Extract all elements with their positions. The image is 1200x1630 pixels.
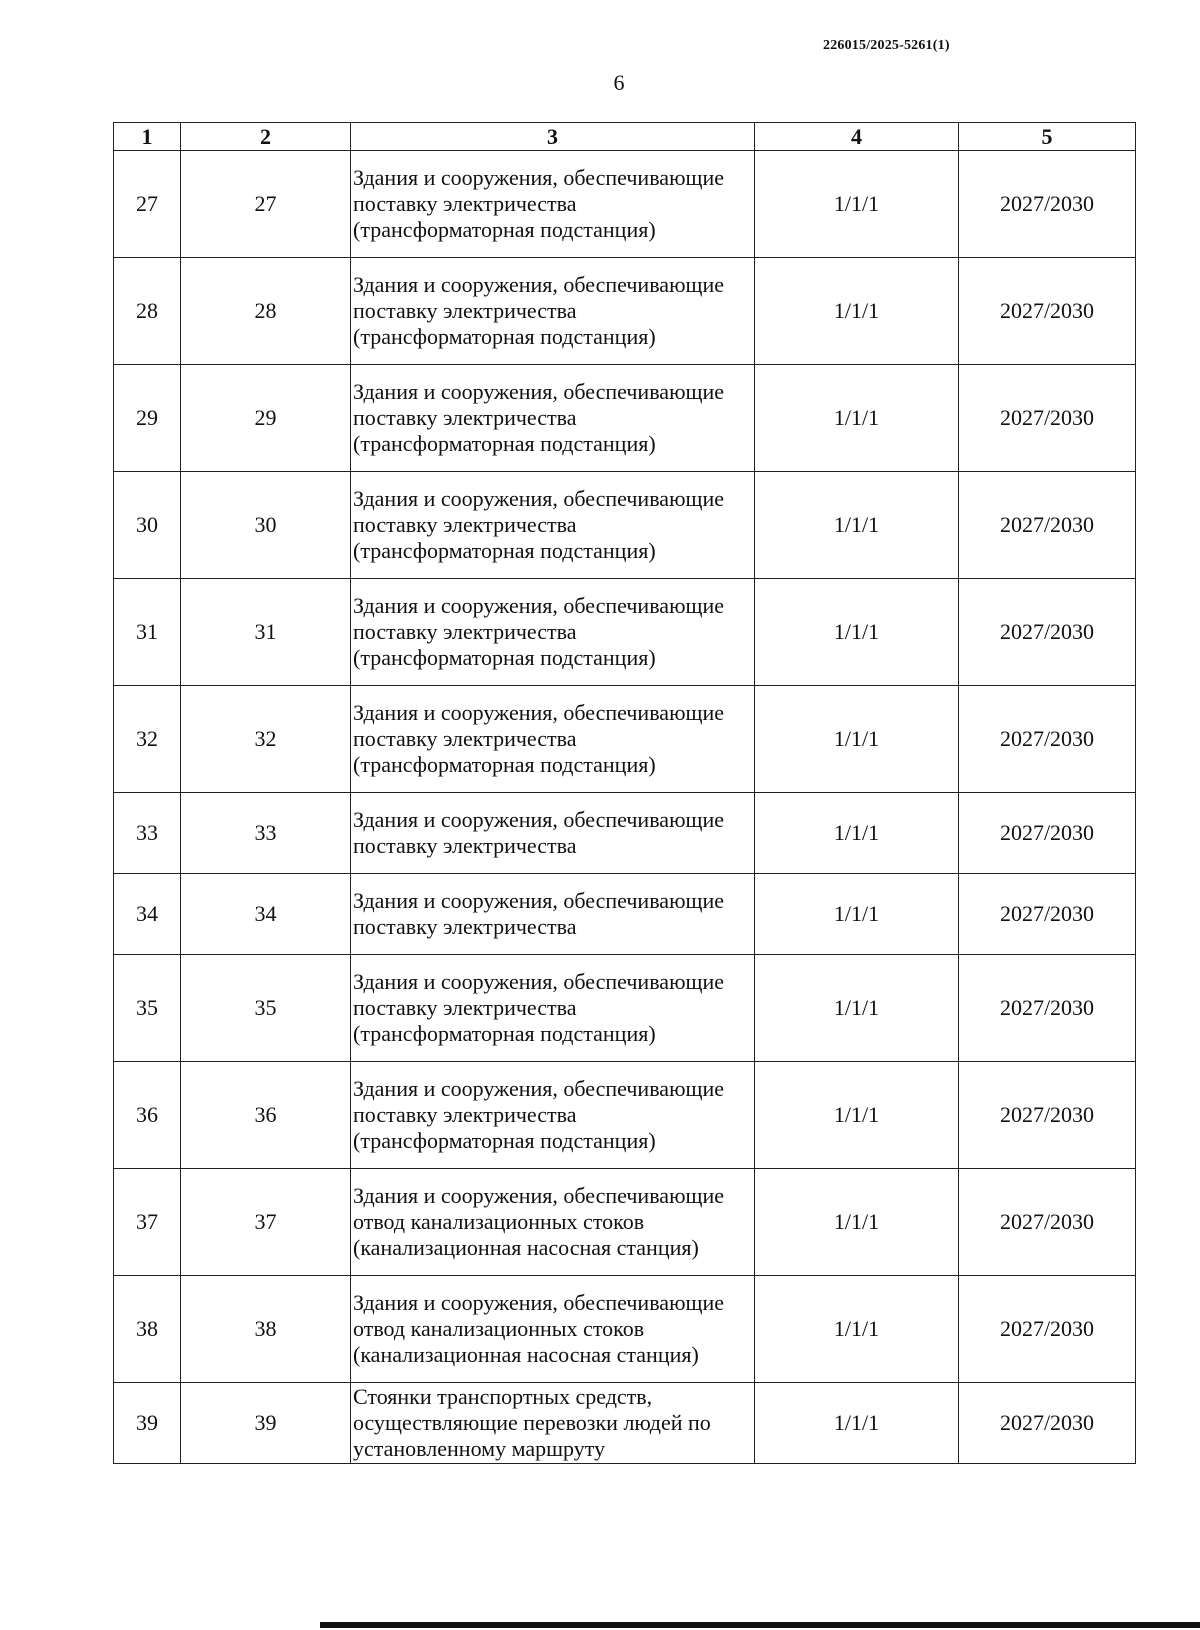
cell-years: 2027/2030 bbox=[959, 874, 1136, 955]
table-row bbox=[114, 1276, 1136, 1383]
cell-col2: 35 bbox=[181, 955, 351, 1062]
cell-col4: 1/1/1 bbox=[755, 1383, 959, 1464]
cell-col2: 31 bbox=[181, 579, 351, 686]
table-row bbox=[114, 793, 1136, 874]
cell-description: Здания и сооружения, обеспечивающие поставку электричества (трансформаторная подстанция) bbox=[351, 686, 755, 793]
table-row bbox=[114, 955, 1136, 1062]
cell-years: 2027/2030 bbox=[959, 686, 1136, 793]
cell-col2: 29 bbox=[181, 365, 351, 472]
cell-col2: 32 bbox=[181, 686, 351, 793]
cell-years: 2027/2030 bbox=[959, 955, 1136, 1062]
cell-description: Здания и сооружения, обеспечивающие поставку электричества (трансформаторная подстанция) bbox=[351, 365, 755, 472]
table-header-row bbox=[114, 123, 1136, 151]
cell-col4: 1/1/1 bbox=[755, 258, 959, 365]
cell-col4: 1/1/1 bbox=[755, 874, 959, 955]
cell-years: 2027/2030 bbox=[959, 1383, 1136, 1464]
page-number: 6 bbox=[613, 70, 625, 95]
cell-col1: 35 bbox=[114, 955, 181, 1062]
table-row bbox=[114, 1383, 1136, 1464]
cell-years: 2027/2030 bbox=[959, 151, 1136, 258]
cell-description: Здания и сооружения, обеспечивающие поставку электричества bbox=[351, 874, 755, 955]
cell-col1: 39 bbox=[114, 1383, 181, 1464]
cell-col4: 1/1/1 bbox=[755, 472, 959, 579]
column-header-5: 5 bbox=[959, 123, 1136, 151]
cell-description: Стоянки транспортных средств, осуществляющие перевозки людей по установленному маршруту bbox=[351, 1383, 755, 1464]
cell-col1: 36 bbox=[114, 1062, 181, 1169]
cell-col1: 29 bbox=[114, 365, 181, 472]
table-row bbox=[114, 258, 1136, 365]
cell-description: Здания и сооружения, обеспечивающие поставку электричества (трансформаторная подстанция) bbox=[351, 472, 755, 579]
cell-col2: 33 bbox=[181, 793, 351, 874]
cell-years: 2027/2030 bbox=[959, 1169, 1136, 1276]
cell-description: Здания и сооружения, обеспечивающие отвод канализационных стоков (канализационная насосная станция) bbox=[351, 1276, 755, 1383]
column-header-2: 2 bbox=[181, 123, 351, 151]
cell-col1: 38 bbox=[114, 1276, 181, 1383]
cell-col2: 39 bbox=[181, 1383, 351, 1464]
cell-col2: 38 bbox=[181, 1276, 351, 1383]
table-row bbox=[114, 472, 1136, 579]
column-header-3: 3 bbox=[351, 123, 755, 151]
cell-col1: 28 bbox=[114, 258, 181, 365]
cell-col1: 32 bbox=[114, 686, 181, 793]
cell-description: Здания и сооружения, обеспечивающие поставку электричества (трансформаторная подстанция) bbox=[351, 955, 755, 1062]
cell-col1: 37 bbox=[114, 1169, 181, 1276]
cell-col4: 1/1/1 bbox=[755, 793, 959, 874]
table-row bbox=[114, 874, 1136, 955]
cell-years: 2027/2030 bbox=[959, 472, 1136, 579]
table-row bbox=[114, 686, 1136, 793]
cell-years: 2027/2030 bbox=[959, 365, 1136, 472]
cell-col1: 31 bbox=[114, 579, 181, 686]
cell-col2: 34 bbox=[181, 874, 351, 955]
cell-col4: 1/1/1 bbox=[755, 1276, 959, 1383]
cell-col4: 1/1/1 bbox=[755, 955, 959, 1062]
table-row bbox=[114, 151, 1136, 258]
cell-col2: 37 bbox=[181, 1169, 351, 1276]
cell-col2: 36 bbox=[181, 1062, 351, 1169]
cell-col4: 1/1/1 bbox=[755, 579, 959, 686]
scan-edge-line bbox=[320, 1622, 1200, 1628]
column-header-1: 1 bbox=[114, 123, 181, 151]
cell-col2: 27 bbox=[181, 151, 351, 258]
cell-description: Здания и сооружения, обеспечивающие поставку электричества (трансформаторная подстанция) bbox=[351, 579, 755, 686]
cell-years: 2027/2030 bbox=[959, 1062, 1136, 1169]
cell-description: Здания и сооружения, обеспечивающие отвод канализационных стоков (канализационная насосная станция) bbox=[351, 1169, 755, 1276]
cell-years: 2027/2030 bbox=[959, 793, 1136, 874]
table-row bbox=[114, 1062, 1136, 1169]
document-number: 226015/2025-5261(1) bbox=[823, 38, 950, 53]
cell-col4: 1/1/1 bbox=[755, 1169, 959, 1276]
objects-table bbox=[113, 122, 1136, 1464]
table-body bbox=[114, 151, 1136, 1464]
cell-description: Здания и сооружения, обеспечивающие поставку электричества bbox=[351, 793, 755, 874]
cell-description: Здания и сооружения, обеспечивающие поставку электричества (трансформаторная подстанция) bbox=[351, 1062, 755, 1169]
cell-years: 2027/2030 bbox=[959, 1276, 1136, 1383]
cell-col4: 1/1/1 bbox=[755, 365, 959, 472]
cell-col1: 34 bbox=[114, 874, 181, 955]
cell-col4: 1/1/1 bbox=[755, 686, 959, 793]
cell-col4: 1/1/1 bbox=[755, 151, 959, 258]
cell-description: Здания и сооружения, обеспечивающие поставку электричества (трансформаторная подстанция) bbox=[351, 151, 755, 258]
cell-col2: 30 bbox=[181, 472, 351, 579]
cell-col1: 33 bbox=[114, 793, 181, 874]
cell-col1: 30 bbox=[114, 472, 181, 579]
column-header-4: 4 bbox=[755, 123, 959, 151]
table-row bbox=[114, 1169, 1136, 1276]
cell-years: 2027/2030 bbox=[959, 258, 1136, 365]
cell-col2: 28 bbox=[181, 258, 351, 365]
cell-years: 2027/2030 bbox=[959, 579, 1136, 686]
cell-description: Здания и сооружения, обеспечивающие поставку электричества (трансформаторная подстанция) bbox=[351, 258, 755, 365]
cell-col1: 27 bbox=[114, 151, 181, 258]
table-row bbox=[114, 365, 1136, 472]
cell-col4: 1/1/1 bbox=[755, 1062, 959, 1169]
table-row bbox=[114, 579, 1136, 686]
